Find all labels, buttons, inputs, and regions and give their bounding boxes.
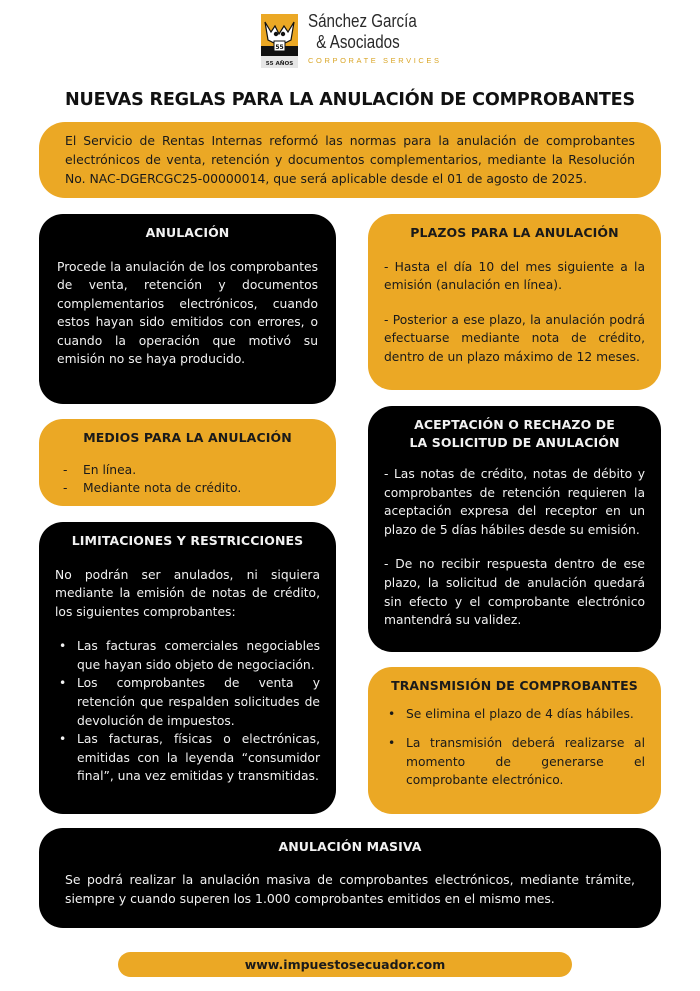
section-heading: ANULACIÓN MASIVA [278, 839, 422, 854]
bullet-marker: • [388, 706, 396, 721]
section-paragraph: - De no recibir respuesta dentro de ese plazo, la solicitud de anulación quedará sin efecto y el comprobante electrónico mantendrá su validez. [384, 557, 645, 628]
section-transmision [368, 667, 661, 814]
section-body: Procede la anulación de los comprobantes de venta, retención y documentos complementarios electrónicos, cuando estos hayan sido emitidos con errores, o cuando la operación que motivó su emisión no se haya producido. [57, 259, 318, 367]
bullet-marker: • [59, 732, 67, 747]
bullet-marker: • [59, 639, 67, 654]
section-paragraph: - Las notas de crédito, notas de débito y comprobantes de retención requieren la aceptación expresa del receptor en un plazo de 5 días hábiles desde su emisión. [384, 467, 645, 537]
section-plazos [368, 214, 661, 390]
list-item: • Las facturas comerciales negociables que hayan sido objeto de negociación. [59, 639, 320, 672]
section-medios [39, 419, 336, 506]
intro-box [39, 122, 661, 198]
intro-text: El Servicio de Rentas Internas reformó las normas para la anulación de comprobantes electrónicos de venta, retención y documentos complementarios, mediante la Resolución No. NAC-DGERCGC25-00000014, que será aplicable desde el 01 de agosto de 2025. [65, 133, 635, 186]
section-heading: PLAZOS PARA LA ANULACIÓN [410, 225, 619, 240]
company-name-line2: & Asociados [316, 31, 400, 52]
website-link[interactable]: www.impuestosecuador.com [118, 952, 572, 977]
bullet-marker: • [388, 736, 396, 751]
bullet-marker: • [59, 676, 67, 691]
medios-list [57, 461, 318, 498]
list-item: - En línea. [57, 461, 318, 480]
list-item: - Mediante nota de crédito. [57, 479, 318, 498]
section-paragraph: - Posterior a ese plazo, la anulación podrá efectuarse mediante nota de crédito, dentro de un plazo máximo de 12 meses. [384, 312, 645, 364]
section-heading: TRANSMISIÓN DE COMPROBANTES [391, 678, 638, 693]
section-anulacion [39, 214, 336, 404]
list-item: • Las facturas, físicas o electrónicas, emitidas con la leyenda “consumidor final”, una vez emitidas y transmitidas. [59, 732, 320, 784]
list-item: • Los comprobantes de venta y retención que respalden solicitudes de devolución de impuestos. [59, 676, 320, 728]
limitaciones-list [55, 637, 320, 786]
company-name-line1: Sánchez García [308, 10, 417, 31]
section-intro: No podrán ser anulados, ni siquiera mediante la emisión de notas de crédito, los siguientes comprobantes: [55, 567, 320, 619]
badge-55-anos: 55 AÑOS [265, 61, 294, 67]
section-aceptacion [368, 406, 661, 652]
section-heading: ACEPTACIÓN O RECHAZO DE LA SOLICITUD DE ANULACIÓN [409, 417, 620, 450]
dash-marker: - [63, 481, 68, 496]
company-logo-mark [261, 14, 298, 68]
list-item: • La transmisión deberá realizarse al momento de generarse el comprobante electrónico. [388, 736, 645, 788]
dash-marker: - [63, 462, 68, 477]
page-title: NUEVAS REGLAS PARA LA ANULACIÓN DE COMPROBANTES [65, 90, 635, 110]
section-heading: MEDIOS PARA LA ANULACIÓN [83, 430, 292, 445]
section-masiva [39, 828, 661, 928]
section-paragraph: - Hasta el día 10 del mes siguiente a la emisión (anulación en línea). [384, 259, 645, 293]
section-body: Se podrá realizar la anulación masiva de comprobantes electrónicos, mediante trámite, siempre y cuando superen los 1.000 comprobantes emitidos en el mismo mes. [65, 871, 635, 906]
transmision-list [384, 705, 645, 790]
section-limitaciones [39, 522, 336, 814]
company-tagline: CORPORATE SERVICES [308, 56, 442, 65]
list-item: • Se elimina el plazo de 4 días hábiles. [384, 705, 645, 724]
section-heading: ANULACIÓN [145, 225, 230, 240]
company-name [308, 10, 417, 52]
svg-text:55: 55 [275, 44, 284, 51]
section-heading: LIMITACIONES Y RESTRICCIONES [71, 533, 304, 548]
